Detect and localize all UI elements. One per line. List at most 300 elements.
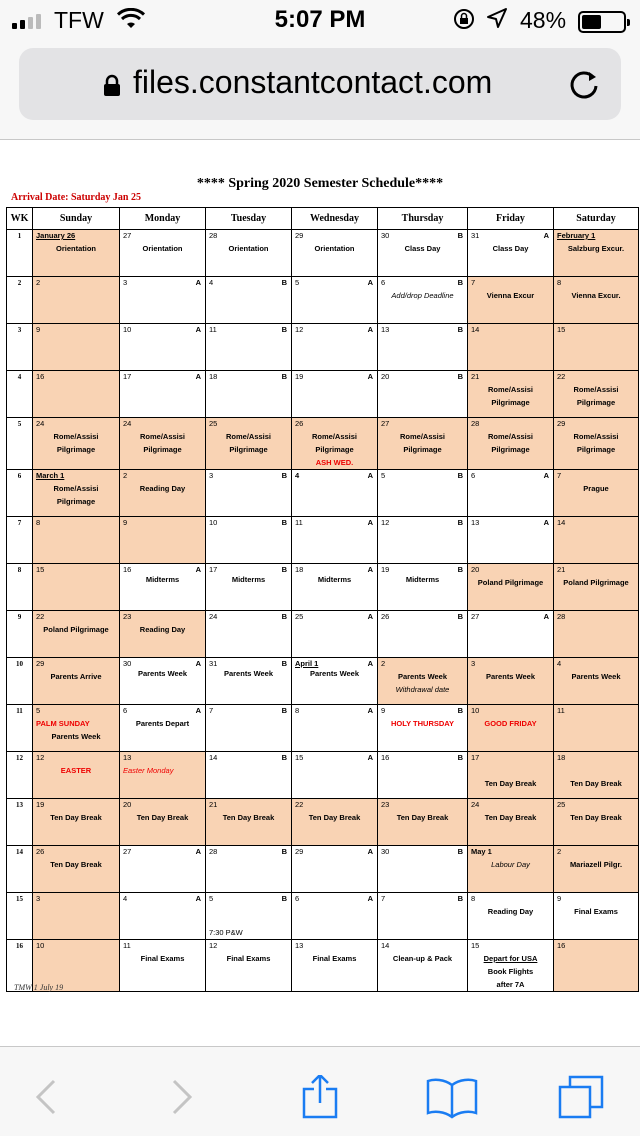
day-type-label: A [367, 753, 373, 762]
day-date: 8 [557, 278, 562, 287]
day-type-label: A [367, 659, 373, 668]
event-label [557, 766, 635, 776]
week-row [7, 277, 639, 324]
day-date: 9 [381, 706, 386, 715]
event-label: Parents Week [51, 732, 101, 741]
day-type-label: A [543, 471, 549, 480]
day-date: 22 [36, 612, 45, 621]
day-cell [120, 418, 206, 470]
day-type-label: A [195, 372, 201, 381]
day-date: 4 [123, 894, 128, 903]
day-cell [206, 846, 292, 893]
day-type-label: A [195, 565, 201, 574]
day-cell [120, 470, 206, 517]
day-type-label: B [457, 372, 463, 381]
day-cell [206, 470, 292, 517]
day-cell [206, 752, 292, 799]
day-cell [206, 564, 292, 611]
day-type-label: B [457, 753, 463, 762]
day-cell [468, 705, 554, 752]
day-cell [33, 752, 120, 799]
day-date: 12 [209, 941, 218, 950]
day-type-label: A [195, 325, 201, 334]
day-cell [206, 517, 292, 564]
event-label: after 7A [496, 980, 525, 989]
day-date: 13 [295, 941, 304, 950]
week-number: 11 [7, 705, 33, 752]
day-date: 20 [123, 800, 132, 809]
day-cell [554, 324, 639, 371]
day-date: 27 [381, 419, 390, 428]
week-row [7, 324, 639, 371]
day-cell [33, 230, 120, 277]
event-label: Ten Day Break [50, 813, 102, 822]
day-cell [292, 418, 378, 470]
day-cell [554, 230, 639, 277]
day-cell [33, 418, 120, 470]
event-label: Ten Day Break [50, 860, 102, 869]
note-label: Labour Day [491, 860, 530, 869]
holiday-label: HOLY THURSDAY [390, 719, 455, 728]
header-tuesday: Tuesday [206, 208, 292, 230]
status-bar [0, 0, 640, 40]
week-number: 15 [7, 893, 33, 940]
event-label: Pilgrimage [315, 445, 354, 454]
week-row [7, 705, 639, 752]
day-date: 2 [123, 471, 128, 480]
day-cell [554, 277, 639, 324]
day-date: 14 [471, 325, 480, 334]
day-date: 26 [381, 612, 390, 621]
day-cell [378, 517, 468, 564]
day-cell [378, 752, 468, 799]
day-cell [468, 752, 554, 799]
day-date: 28 [557, 612, 566, 621]
day-cell [292, 230, 378, 277]
day-cell [554, 893, 639, 940]
day-date: 24 [123, 419, 132, 428]
week-number: 4 [7, 371, 33, 418]
event-label: Reading Day [487, 907, 534, 916]
day-date: 7 [557, 471, 562, 480]
event-label: Parents Week [485, 672, 536, 681]
day-cell [33, 324, 120, 371]
day-date: 20 [381, 372, 390, 381]
day-date: 7 [471, 278, 476, 287]
day-date: March 1 [36, 471, 65, 480]
day-date: 4 [557, 659, 562, 668]
day-cell [206, 611, 292, 658]
day-type-label: B [457, 894, 463, 903]
day-cell [292, 277, 378, 324]
day-date: 17 [471, 753, 480, 762]
week-number: 7 [7, 517, 33, 564]
day-cell [206, 277, 292, 324]
day-cell [378, 324, 468, 371]
day-date: 19 [381, 565, 390, 574]
day-date: 5 [209, 894, 214, 903]
header-friday: Friday [468, 208, 554, 230]
day-type-label: A [195, 659, 201, 668]
event-label: Midterms [145, 575, 180, 584]
holiday-label: EASTER [60, 766, 92, 775]
event-label: Rome/Assisi [53, 484, 99, 493]
day-date: 23 [381, 800, 390, 809]
day-date: 18 [295, 565, 304, 574]
day-date: 15 [557, 325, 566, 334]
day-cell [120, 371, 206, 418]
day-date: 13 [471, 518, 480, 527]
bookmarks-icon[interactable] [426, 1075, 478, 1119]
day-cell [468, 371, 554, 418]
header-thursday: Thursday [378, 208, 468, 230]
day-cell [292, 517, 378, 564]
event-label: Pilgrimage [576, 398, 616, 407]
event-label: Parents Week [571, 672, 621, 681]
day-cell [292, 658, 378, 705]
event-label: Parents Arrive [50, 672, 102, 681]
day-date: 3 [123, 278, 128, 287]
back-icon[interactable] [20, 1075, 72, 1119]
header-week: WK [7, 208, 33, 230]
day-cell [554, 517, 639, 564]
day-cell [378, 418, 468, 470]
day-type-label: B [281, 612, 287, 621]
event-label: Pilgrimage [56, 445, 96, 454]
day-date: 29 [295, 231, 304, 240]
day-date: 16 [36, 372, 45, 381]
week-number: 14 [7, 846, 33, 893]
day-date: 5 [36, 706, 41, 715]
battery-percent: 48% [520, 7, 567, 33]
day-cell [468, 611, 554, 658]
day-date: 6 [123, 706, 128, 715]
day-type-label: B [457, 612, 463, 621]
week-number: 12 [7, 752, 33, 799]
day-date: 25 [295, 612, 304, 621]
day-date: 30 [381, 847, 390, 856]
day-cell [33, 658, 120, 705]
day-date: 19 [295, 372, 304, 381]
day-cell [378, 893, 468, 940]
event-label: Final Exams [574, 907, 618, 916]
day-cell [554, 752, 639, 799]
day-date: 24 [209, 612, 218, 621]
day-date: 28 [209, 847, 218, 856]
event-label: Rome/Assisi [487, 385, 534, 394]
day-cell [468, 418, 554, 470]
day-date: 13 [381, 325, 390, 334]
event-label: Poland Pilgrimage [477, 578, 544, 587]
day-cell [468, 564, 554, 611]
day-cell [378, 940, 468, 992]
day-cell [292, 324, 378, 371]
day-cell [468, 277, 554, 324]
event-label: Rome/Assisi [573, 385, 619, 394]
day-date: 18 [557, 753, 566, 762]
week-row [7, 517, 639, 564]
event-label: Class Day [404, 244, 441, 253]
day-type-label: A [367, 372, 373, 381]
week-number: 10 [7, 658, 33, 705]
week-number: 9 [7, 611, 33, 658]
day-date: 25 [209, 419, 218, 428]
event-label: Midterms [405, 575, 440, 584]
event-label: Final Exams [140, 954, 185, 963]
week-row [7, 418, 639, 470]
day-type-label: B [281, 753, 287, 762]
event-label: Book Flights [487, 967, 534, 976]
event-label: Clean-up & Pack [392, 954, 453, 963]
reload-icon[interactable] [567, 68, 601, 102]
day-date: 12 [295, 325, 304, 334]
day-date: 10 [123, 325, 132, 334]
day-date: 11 [209, 325, 217, 334]
day-cell [292, 705, 378, 752]
day-date: 22 [557, 372, 566, 381]
day-cell [468, 470, 554, 517]
day-type-label: B [457, 231, 463, 240]
day-date: 19 [36, 800, 45, 809]
day-cell [120, 752, 206, 799]
day-date: 12 [381, 518, 390, 527]
day-cell [33, 893, 120, 940]
day-date: 11 [123, 941, 131, 950]
day-date: 21 [557, 565, 566, 574]
day-type-label: B [281, 278, 287, 287]
event-label: Orientation [314, 244, 355, 253]
day-cell [468, 658, 554, 705]
day-type-label: B [281, 325, 287, 334]
day-cell [206, 230, 292, 277]
holiday-label: Easter Monday [123, 766, 174, 775]
day-date: May 1 [471, 847, 492, 856]
day-cell [33, 611, 120, 658]
day-cell [33, 517, 120, 564]
event-label: Orientation [55, 244, 96, 253]
calendar-header-row [7, 208, 639, 230]
event-label: Rome/Assisi [487, 432, 534, 441]
day-date: 6 [381, 278, 386, 287]
event-label: Reading Day [139, 484, 186, 493]
day-cell [120, 517, 206, 564]
week-row [7, 564, 639, 611]
day-date: 14 [557, 518, 566, 527]
event-label: Mariazell Pilgr. [569, 860, 623, 869]
day-cell [468, 846, 554, 893]
day-cell [33, 470, 120, 517]
day-type-label: A [195, 706, 201, 715]
day-date: 12 [36, 753, 45, 762]
week-number: 6 [7, 470, 33, 517]
event-label: Ten Day Break [396, 813, 449, 822]
holiday-label: PALM SUNDAY [36, 719, 90, 728]
day-cell [378, 277, 468, 324]
day-date: 28 [471, 419, 480, 428]
event-label: Orientation [142, 244, 183, 253]
header-sunday: Sunday [33, 208, 120, 230]
day-type-label: B [457, 847, 463, 856]
day-date: 29 [557, 419, 566, 428]
holiday-label: GOOD FRIDAY [484, 719, 537, 728]
day-date: 28 [209, 231, 218, 240]
footer-note: TMW 1 July 19 [14, 983, 64, 992]
day-cell [206, 371, 292, 418]
day-date: 4 [295, 471, 300, 480]
day-date: 27 [123, 847, 132, 856]
event-label: Rome/Assisi [573, 432, 619, 441]
day-date: 15 [295, 753, 304, 762]
week-number: 16 [7, 940, 33, 992]
week-row [7, 846, 639, 893]
calendar-body [7, 230, 639, 992]
tabs-icon[interactable] [556, 1075, 608, 1119]
event-label: Ten Day Break [484, 813, 537, 822]
day-date: 17 [123, 372, 132, 381]
day-cell [206, 940, 292, 992]
week-row [7, 658, 639, 705]
pdf-page [0, 141, 640, 1046]
schedule-title: **** Spring 2020 Semester Schedule**** [196, 176, 444, 191]
day-cell [378, 230, 468, 277]
day-date: 7 [209, 706, 214, 715]
event-label: Pilgrimage [143, 445, 182, 454]
day-type-label: A [543, 231, 549, 240]
day-date: 24 [36, 419, 45, 428]
day-type-label: A [195, 278, 201, 287]
week-number: 8 [7, 564, 33, 611]
day-type-label: B [281, 847, 287, 856]
day-date: 8 [471, 894, 476, 903]
day-type-label: B [457, 565, 463, 574]
event-label: Salzburg Excur. [567, 244, 625, 253]
week-row [7, 611, 639, 658]
day-cell [292, 371, 378, 418]
day-date: 26 [36, 847, 45, 856]
day-cell [206, 893, 292, 940]
day-type-label: A [367, 894, 373, 903]
day-cell [120, 658, 206, 705]
day-date: 18 [209, 372, 218, 381]
day-type-label: A [367, 471, 373, 480]
event-label: Ten Day Break [136, 813, 189, 822]
lock-icon [101, 74, 123, 96]
day-date: 22 [295, 800, 304, 809]
day-cell [33, 846, 120, 893]
day-cell [554, 418, 639, 470]
day-type-label: B [457, 325, 463, 334]
event-label: Rome/Assisi [311, 432, 358, 441]
day-date: 29 [295, 847, 304, 856]
day-cell [33, 799, 120, 846]
day-date: 8 [36, 518, 41, 527]
day-type-label: B [281, 894, 287, 903]
week-number: 13 [7, 799, 33, 846]
week-row [7, 752, 639, 799]
event-label: Pilgrimage [491, 445, 530, 454]
day-date: 25 [557, 800, 566, 809]
day-cell [378, 611, 468, 658]
week-row [7, 940, 639, 992]
day-type-label: B [281, 706, 287, 715]
day-date: 13 [123, 753, 132, 762]
day-date: 2 [36, 278, 41, 287]
event-label: Vienna Excur [486, 291, 535, 300]
day-type-label: A [195, 847, 201, 856]
day-cell [554, 658, 639, 705]
share-icon[interactable] [294, 1075, 346, 1119]
event-label: Vienna Excur. [571, 291, 621, 300]
forward-icon[interactable] [156, 1075, 208, 1119]
day-cell [120, 846, 206, 893]
week-row [7, 230, 639, 277]
day-cell [206, 418, 292, 470]
day-cell [33, 564, 120, 611]
day-cell [378, 564, 468, 611]
event-label: Pilgrimage [491, 398, 530, 407]
day-date: 15 [471, 941, 480, 950]
day-date: 24 [471, 800, 480, 809]
event-label: Pilgrimage [576, 445, 616, 454]
week-row [7, 470, 639, 517]
day-date: 23 [123, 612, 132, 621]
event-label: Final Exams [312, 954, 357, 963]
event-label: Rome/Assisi [139, 432, 186, 441]
day-date: 31 [209, 659, 218, 668]
day-cell [554, 940, 639, 992]
event-label: Pilgrimage [229, 445, 268, 454]
day-cell [33, 371, 120, 418]
event-label: Ten Day Break [484, 779, 537, 788]
event-label: Rome/Assisi [225, 432, 272, 441]
day-type-label: A [543, 612, 549, 621]
event-label: Prague [583, 484, 609, 493]
event-label: Ten Day Break [222, 813, 275, 822]
event-label: Ten Day Break [570, 779, 622, 788]
day-date: 6 [471, 471, 476, 480]
day-type-label: A [367, 278, 373, 287]
day-date: 29 [36, 659, 45, 668]
day-cell [292, 799, 378, 846]
day-date: 31 [471, 231, 480, 240]
header-wednesday: Wednesday [292, 208, 378, 230]
day-cell [554, 564, 639, 611]
day-date: 11 [295, 518, 303, 527]
event-label: Parents Week [397, 672, 448, 681]
day-cell [292, 564, 378, 611]
week-number: 1 [7, 230, 33, 277]
day-date: 2 [381, 659, 386, 668]
battery-icon [578, 11, 626, 33]
day-date: 11 [557, 706, 565, 715]
wifi-icon [116, 8, 146, 30]
event-label: Depart for USA [483, 954, 538, 963]
signal-icon [12, 14, 41, 29]
day-cell [206, 658, 292, 705]
day-cell [120, 799, 206, 846]
day-type-label: A [367, 706, 373, 715]
day-type-label: B [281, 372, 287, 381]
day-cell [468, 324, 554, 371]
day-date: 3 [471, 659, 476, 668]
day-cell [378, 846, 468, 893]
url-field[interactable] [19, 48, 621, 120]
day-cell [378, 371, 468, 418]
day-cell [378, 470, 468, 517]
event-label: Rome/Assisi [399, 432, 446, 441]
note-label: Withdrawal date [395, 685, 450, 694]
day-type-label: A [195, 894, 201, 903]
